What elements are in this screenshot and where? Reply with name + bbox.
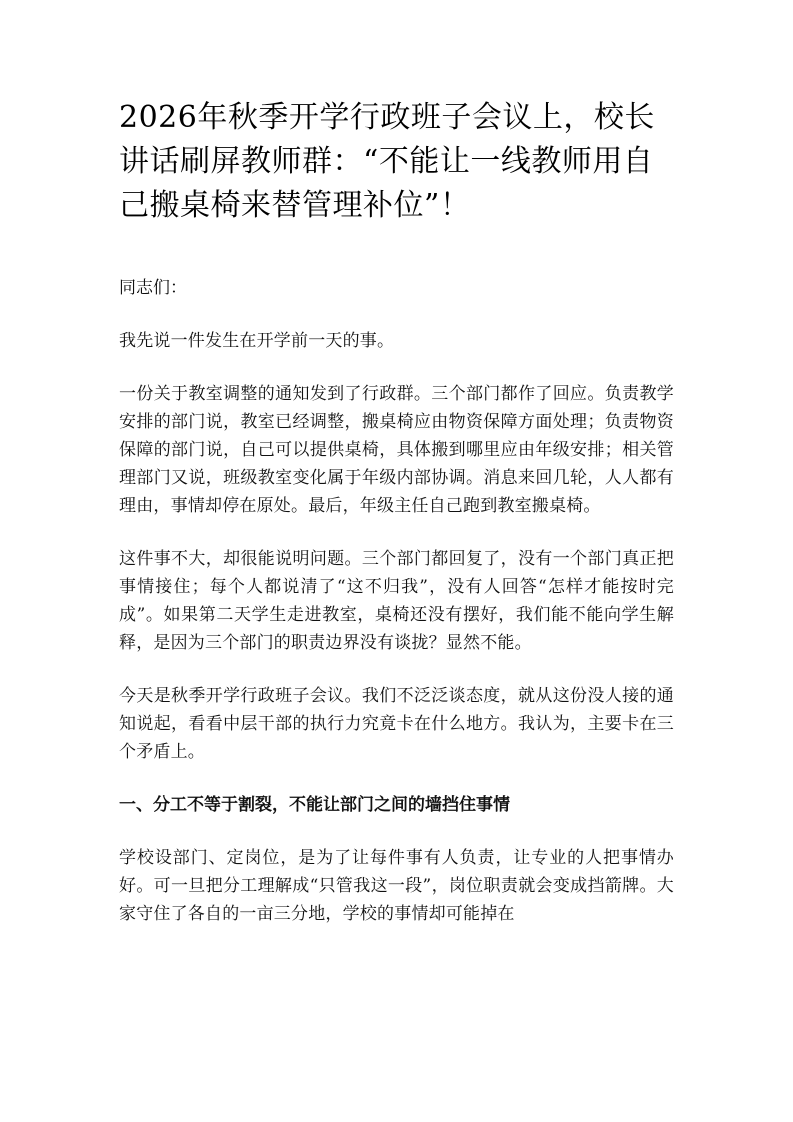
document-page: [119, 96, 674, 928]
section-paragraph: 学校设部门、定岗位，是为了让每件事有人负责，让专业的人把事情办好。可一旦把分工理解成“只管我这一段”，岗位职责就会变成挡箭牌。大家守住了各自的一亩三分地，学校的事情却可能掉在: [119, 848, 674, 924]
paragraph-3: 这件事不大，却很能说明问题。三个部门都回复了，没有一个部门真正把事情接住；每个人都说清了“这不归我”，没有人回答“怎样才能按时完成”。如果第二天学生走进教室，桌椅还没有摆好，我们能不能向学生解释，是因为三个部门的职责边界没有谈拢？显然不能。: [119, 549, 674, 653]
greeting: 同志们：: [119, 278, 187, 298]
section-heading: 一、分工不等于割裂，不能让部门之间的墙挡住事情: [119, 795, 510, 815]
paragraph-4: 今天是秋季开学行政班子会议。我们不泛泛谈态度，就从这份没人接的通知说起，看看中层干部的执行力究竟卡在什么地方。我认为，主要卡在三个矛盾上。: [119, 686, 674, 762]
paragraph-2: 一份关于教室调整的通知发到了行政群。三个部门都作了回应。负责教学安排的部门说，教室已经调整，搬桌椅应由物资保障方面处理；负责物资保障的部门说，自己可以提供桌椅，具体搬到哪里应由年级安排；相关管理部门又说，班级教室变化属于年级内部协调。消息来回几轮，人人都有理由，事情却停在原处。最后，年级主任自己跑到教室搬桌椅。: [119, 384, 674, 516]
paragraph-1: 我先说一件发生在开学前一天的事。: [119, 331, 395, 351]
document-title: 2026年秋季开学行政班子会议上，校长讲话刷屏教师群：“不能让一线教师用自己搬桌椅来替管理补位”！: [119, 100, 655, 223]
